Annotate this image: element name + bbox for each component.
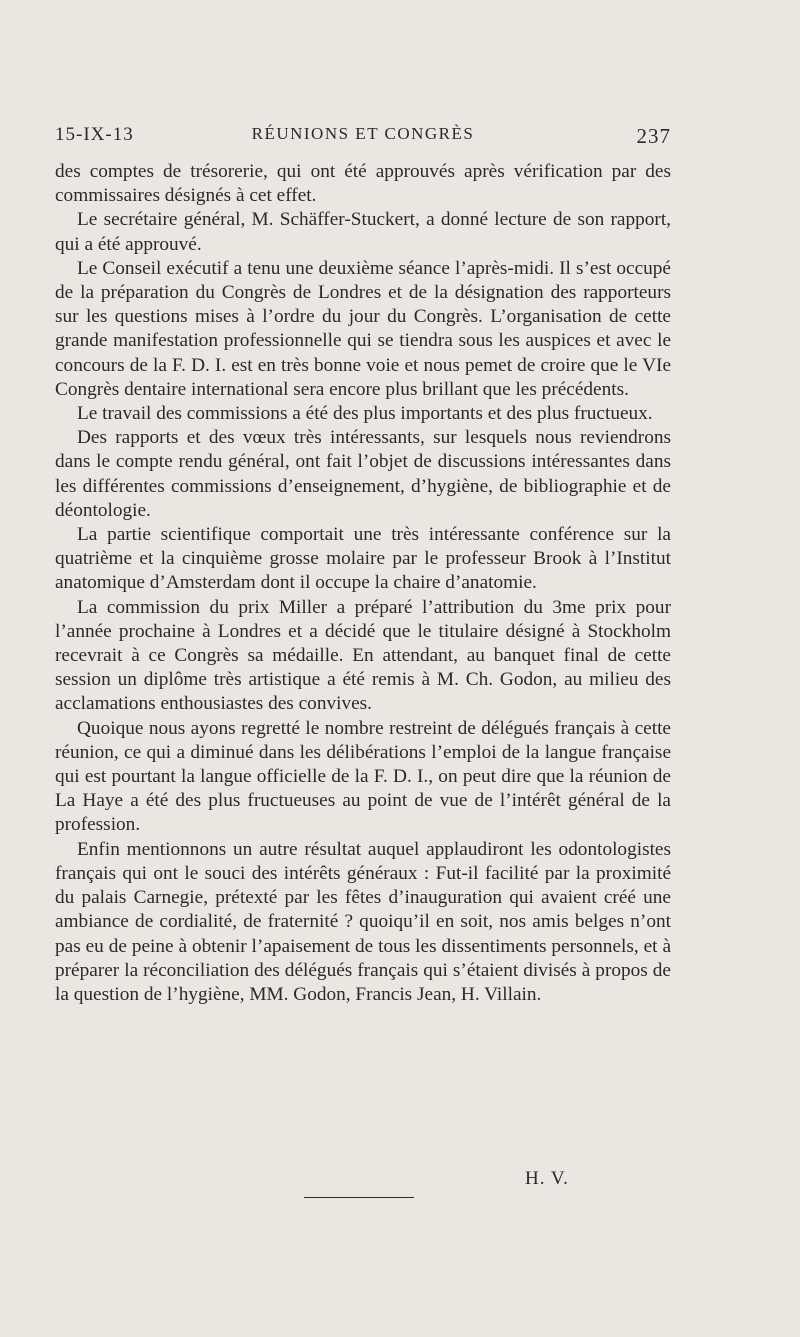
header-section-title: RÉUNIONS ET CONGRÈS xyxy=(251,124,475,143)
header-date: 15-IX-13 xyxy=(55,124,134,145)
paragraph: des comptes de trésorerie, qui ont été approuvés après vérification par des commissaires désignés à cet effet. xyxy=(55,161,671,207)
paragraph: Enfin mentionnons un autre résultat auquel applaudiront les odontologistes français qui ont le souci des intérêts généraux : Fut-il facilité par la proximité du palais Carnegie, prétexté par les fêtes d’inauguration qui avaient créé une ambiance de cordialité, de fraternité ? quoiqu’il en soit, nos amis belges n’ont pas eu de peine à obtenir l’apaisement de tous les dissentiments personnels, et à préparer la réconciliation des délégués français qui s’étaient divisés à propos de la question de l’hygiène, MM. Godon, Francis Jean, H. Villain. xyxy=(55,838,671,1005)
paragraph: La partie scientifique comportait une très intéressante conférence sur la quatrième et la cinquième grosse molaire par le professeur Brook à l’Institut anatomique d’Amsterdam dont il occupe la chaire d’anatomie. xyxy=(55,524,671,594)
running-header xyxy=(55,124,671,154)
page-number: 237 xyxy=(636,124,671,148)
author-signature: H. V. xyxy=(525,1168,569,1189)
paragraph: Le secrétaire général, M. Schäffer-Stuckert, a donné lecture de son rapport, qui a été approuvé. xyxy=(55,209,671,255)
paragraph: Le travail des commissions a été des plus importants et des plus fructueux. xyxy=(77,403,653,425)
paragraph: Le Conseil exécutif a tenu une deuxième séance l’après-midi. Il s’est occupé de la préparation du Congrès de Londres et de la désignation des rapporteurs sur les questions mises à l’ordre du jour du Congrès. L’organisation de cette grande manifestation professionnelle qui se tiendra sous les auspices et avec le concours de la F. D. I. est en très bonne voie et nous pemet de croire que le VIe Congrès dentaire international sera encore plus brillant que les précédents. xyxy=(55,257,671,400)
paragraph: Des rapports et des vœux très intéressants, sur lesquels nous reviendrons dans le compte rendu général, ont fait l’objet de discussions intéressantes dans les différentes commissions d’enseignement, d’hygiène, de bibliographie et de déontologie. xyxy=(55,427,671,521)
paragraph: Quoique nous ayons regretté le nombre restreint de délégués français à cette réunion, ce qui a diminué dans les délibérations l’emploi de la langue française qui est pourtant la langue officielle de la F. D. I., on peut dire que la réunion de La Haye a été des plus fructueuses au point de vue de l’intérêt général de la profession. xyxy=(55,717,671,836)
paragraph: La commission du prix Miller a préparé l’attribution du 3me prix pour l’année prochaine à Londres et a décidé que le titulaire désigné à Stockholm recevrait à ce Congrès sa médaille. En attendant, au banquet final de cette session un diplôme très artistique a été remis à M. Ch. Godon, au milieu des acclamations enthousiastes des convives. xyxy=(55,596,671,715)
article-body xyxy=(55,160,671,1007)
closing-rule xyxy=(304,1197,414,1198)
